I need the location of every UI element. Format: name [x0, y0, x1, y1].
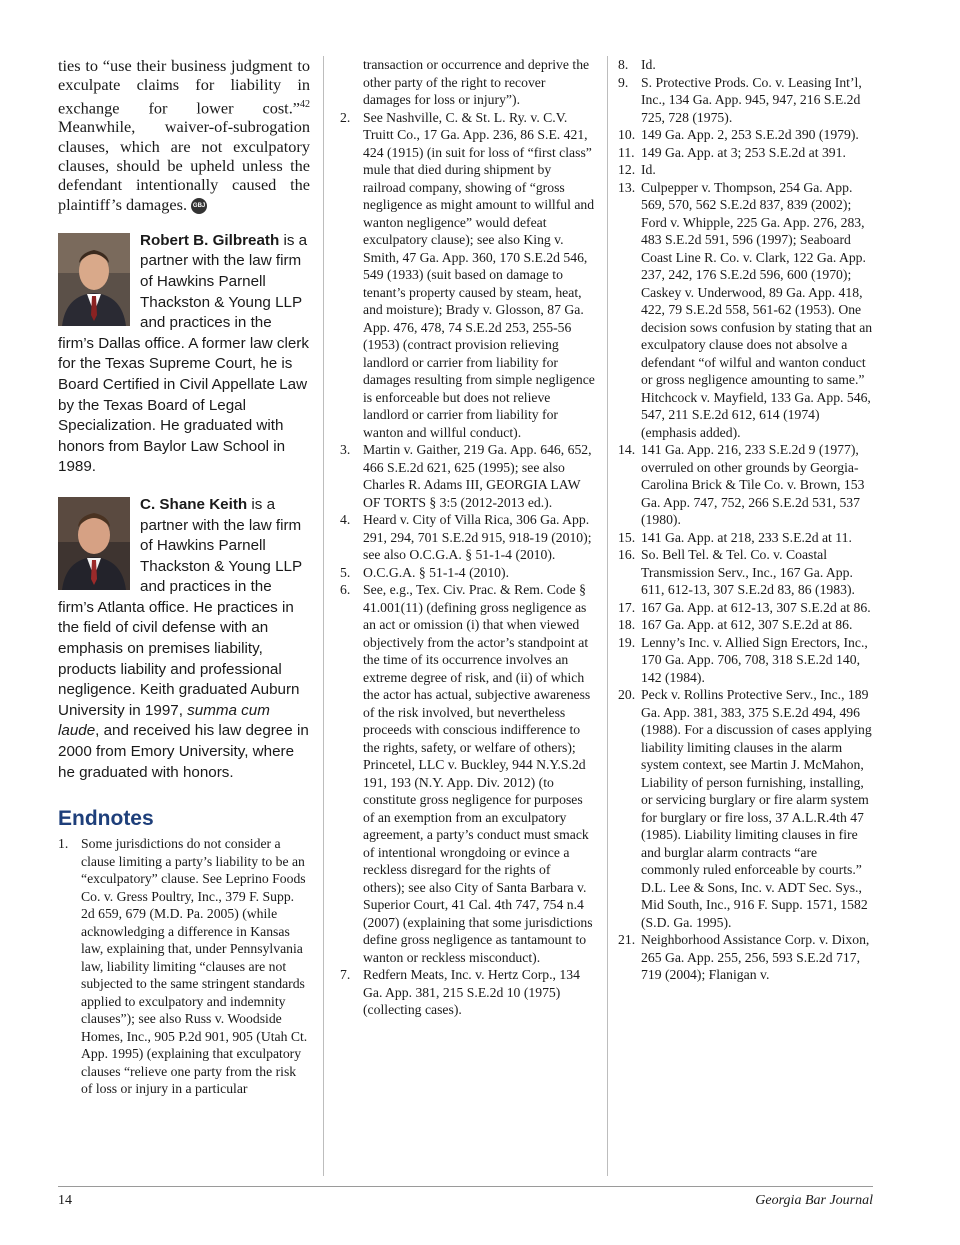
article-conclusion: ties to “use their business judgment to exculpate claims for liability in exchange for lower cost.”$^{42}$ Meanwhile, waiver-of-subrogation clauses, which are not exculpatory clauses, should be upheld unless the defendant intentionally caused the plaintiff’s damages. GBJ: [58, 56, 310, 214]
endnote-text: Peck v. Rollins Protective Serv., Inc., 189 Ga. App. 381, 383, 375 S.E.2d 494, 496 (1988). For a discussion of cases applying liability limiting clauses in the alarm system context, see Martin J. McMahon, Liability of person furnishing, installing, or servicing burglary or fire alarm system for burglary or fire loss, 37 A.L.R.4th 47 (1985). Liability limiting clauses in fire and burglar alarm contracts “are commonly ruled enforceable by courts.” D.L. Lee & Sons, Inc. v. ADT Sec. Sys., Mid South, Inc., 916 F. Supp. 1571, 1582 (S.D. Ga. 1995).: [641, 687, 872, 930]
endnote-item: [340, 564, 595, 582]
column-divider: [323, 56, 324, 1176]
endnote-number: 11.: [618, 144, 635, 160]
column-2: [340, 56, 595, 1019]
endnote-item: [618, 546, 873, 599]
endnote-text: 141 Ga. App. at 218, 233 S.E.2d at 11.: [641, 529, 852, 545]
endnote-item: [340, 511, 595, 564]
endnote-number: 20.: [618, 687, 636, 702]
endnote-item: [618, 931, 873, 984]
endnote-number: 16.: [618, 547, 636, 562]
endnote-item: [618, 634, 873, 687]
footer-divider: [58, 1186, 873, 1187]
endnote-item: [340, 581, 595, 966]
endnotes-list-continued: [618, 56, 873, 984]
endnote-number: 18.: [618, 617, 636, 632]
endnote-text: transaction or occurrence and deprive the other party of the right to recover damages for loss or injury”).: [363, 57, 590, 107]
endnote-number: 8.: [618, 57, 629, 72]
author-photo: [58, 233, 130, 326]
endnote-text: 149 Ga. App. at 3; 253 S.E.2d at 391.: [641, 144, 846, 160]
endnote-text: 141 Ga. App. 216, 233 S.E.2d 9 (1977), overruled on other grounds by Georgia-Carolina Brick & Tile Co. v. Brown, 153 Ga. App. 747, 752, 266 S.E.2d 531, 537 (1980).: [641, 442, 865, 527]
journal-name: Georgia Bar Journal: [755, 1193, 873, 1208]
endnote-text: Some jurisdictions do not consider a clause limiting a party’s liability to be an “exculpatory” clause. See Leprino Foods Co. v. Gress Poultry, Inc., 379 F. Supp. 2d 659, 679 (M.D. Pa. 2005) (while acknowledging a difference in Kansas law, explaining that, under Pennsylvania law, liability limiting “clauses are not subjected to the same stringent standards applied to exculpatory and indemnity clauses”); see also Russ v. Woodside Homes, Inc., 905 P.2d 901, 905 (Utah Ct. App. 1995) (explaining that exculpatory clauses “relieve one party from the risk of loss or injury in a particular: [81, 836, 308, 1097]
endnote-number: 17.: [618, 599, 636, 615]
endnote-text: 167 Ga. App. at 612, 307 S.E.2d at 86.: [641, 617, 853, 632]
endnote-item: [618, 56, 873, 74]
endnote-item: [340, 966, 595, 1019]
endnote-text: See, e.g., Tex. Civ. Prac. & Rem. Code § 41.001(11) (defining gross negligence as an act or omission (i) that when viewed objectively from the actor’s standpoint at the time of its occurrence involves an extreme degree of risk, and (ii) of which the actor has actual, subjective awareness of the risk involved, but nevertheless proceeds with conscious indifference to the rights, safety, or welfare of others); Princetel, LLC v. Buckley, 944 N.Y.S.2d 191, 193 (N.Y. App. Div. 2012) (to constitute gross negligence for purposes of an exemption from an exculpatory agreement, a party’s conduct must smack of intentional wrongdoing or evince a reckless disregard for the rights of others); see also City of Santa Barbara v. Superior Court, 41 Cal. 4th 747, 754 n.4 (2007) (explaining that some jurisdictions define gross negligence as tantamount to wanton or reckless misconduct).: [363, 582, 593, 965]
endnote-item: [618, 144, 873, 162]
endnote-item: [340, 109, 595, 442]
endnote-text: S. Protective Prods. Co. v. Leasing Int’l, Inc., 134 Ga. App. 945, 947, 216 S.E.2d 725, 728 (1975).: [641, 74, 862, 125]
endnotes-heading: Endnotes: [58, 807, 154, 831]
endnote-number: 5.: [340, 564, 351, 580]
endnote-number: 6.: [340, 582, 351, 597]
endnote-number: 19.: [618, 634, 636, 650]
endnote-item: [618, 529, 873, 547]
endnote-text: Culpepper v. Thompson, 254 Ga. App. 569, 570, 562 S.E.2d 837, 839 (2002); Ford v. Whipple, 225 Ga. App. 276, 283, 483 S.E.2d 591, 596 (1997); Seaboard Coast Line R. Co. v. Clark, 122 Ga. App. 237, 242, 176 S.E.2d 596, 600 (1970); Caskey v. Underwood, 89 Ga. App. 418, 422, 79 S.E.2d 558, 561-62 (1953). One decision sows confusion by stating that an exculpatory clause does not absolve a defendant “of wilful and wanton conduct or gross negligence amounting to same.” Hitchcock v. Mayfield, 133 Ga. App. 546, 547, 211 S.E.2d 612, 614 (1974) (emphasis added).: [641, 179, 873, 440]
endnote-number: 13.: [618, 179, 636, 195]
endnote-item: [618, 441, 873, 529]
endnote-number: 12.: [618, 162, 636, 177]
column-divider: [607, 56, 608, 1176]
endnote-number: 14.: [618, 442, 636, 457]
endnote-text: Neighborhood Assistance Corp. v. Dixon, 265 Ga. App. 255, 256, 593 S.E.2d 717, 719 (2004); Flanigan v.: [641, 932, 870, 982]
endnote-number: 4.: [340, 512, 351, 527]
author-bio-gilbreath: Robert B. Gilbreath is a partner with the law firm of Hawkins Parnell Thackston & Young LLP and practices in the firm’s Dallas office. A former law clerk for the Texas Supreme Court, he is Board Certified in Civil Appellate Law by the Texas Board of Legal Specialization. He graduated with honors from Baylor Law School in 1989.: [58, 231, 309, 476]
endnote-item: [618, 74, 873, 127]
endnote-number: 21.: [618, 932, 636, 947]
endnote-item: [618, 126, 873, 144]
endnote-text: See Nashville, C. & St. L. Ry. v. C.V. Truitt Co., 17 Ga. App. 236, 86 S.E. 421, 424 (1915) (in suit for loss of “first class” mule that died during shipment by railroad company, showing of “gross negligence as might amount to willful and wanton negligence” would defeat exculpatory clause); see also King v. Smith, 47 Ga. App. 360, 170 S.E.2d 546, 549 (1933) (suit based on damage to tenant’s property caused by steam, heat, and moisture); Brady v. Glosson, 87 Ga. App. 476, 478, 74 S.E.2d 253, 255-56 (1953) (contract provision relieving landlord or carrier from liability for damages resulting from simple negligence is enforceable but does not relieve landlord or carrier from liability for wanton and willful conduct).: [363, 109, 595, 440]
page-number: 14: [58, 1193, 72, 1208]
endnote-text: Id.: [641, 57, 656, 72]
endnote-text: Heard v. City of Villa Rica, 306 Ga. App. 291, 294, 701 S.E.2d 915, 918-19 (2010); see also O.C.G.A. § 51-1-4 (2010).: [363, 512, 592, 562]
endnote-text: Id.: [641, 162, 656, 177]
endnote-number: 15.: [618, 529, 636, 545]
endnote-text: O.C.G.A. § 51-1-4 (2010).: [363, 564, 509, 580]
endnote-text: 149 Ga. App. 2, 253 S.E.2d 390 (1979).: [641, 127, 859, 142]
endnote-text: Lenny’s Inc. v. Allied Sign Erectors, Inc., 170 Ga. App. 706, 708, 318 S.E.2d 140, 142 (1984).: [641, 634, 868, 685]
endnote-text: So. Bell Tel. & Tel. Co. v. Coastal Transmission Serv., Inc., 167 Ga. App. 611, 612-13, 307 S.E.2d 83, 86 (1983).: [641, 547, 855, 597]
endnote-item: [618, 599, 873, 617]
endnote-item: [58, 835, 310, 1098]
endnote-number: 7.: [340, 967, 351, 982]
endnotes-list: [58, 835, 310, 1098]
column-3: [618, 56, 873, 984]
endnotes-list-continued: [340, 56, 595, 1019]
endnote-item: [618, 161, 873, 179]
endnote-number: 10.: [618, 127, 636, 142]
endnote-item: [340, 56, 595, 109]
endnote-number: 9.: [618, 74, 629, 90]
endnote-item: [618, 686, 873, 931]
endnote-text: Redfern Meats, Inc. v. Hertz Corp., 134 Ga. App. 381, 215 S.E.2d 10 (1975) (collecting cases).: [363, 967, 580, 1017]
endnote-number: 2.: [340, 109, 351, 125]
author-bio-keith: C. Shane Keith is a partner with the law firm of Hawkins Parnell Thackston & Young LLP and practices in the firm’s Atlanta office. He practices in the field of civil defense with an emphasis on premises liability, products liability and professional negligence. Keith graduated Auburn University in 1997, summa cum laude, and received his law degree in 2000 from Emory University, where he graduated with honors.: [58, 495, 309, 781]
endnote-text: Martin v. Gaither, 219 Ga. App. 646, 652, 466 S.E.2d 621, 625 (1995); see also Charles R. Adams III, GEORGIA LAW OF TORTS § 3:5 (2012-2013 ed.).: [363, 442, 592, 510]
endnote-item: [340, 441, 595, 511]
endnote-item: [618, 179, 873, 442]
endnote-number: 3.: [340, 442, 351, 457]
endnote-text: 167 Ga. App. at 612-13, 307 S.E.2d at 86.: [641, 599, 871, 615]
gbj-end-mark-icon: GBJ: [191, 198, 207, 214]
footnote-ref: 42: [300, 98, 310, 110]
endnote-number: 1.: [58, 836, 69, 852]
endnote-item: [618, 616, 873, 634]
author-photo: [58, 497, 130, 590]
column-1: [58, 56, 310, 1098]
